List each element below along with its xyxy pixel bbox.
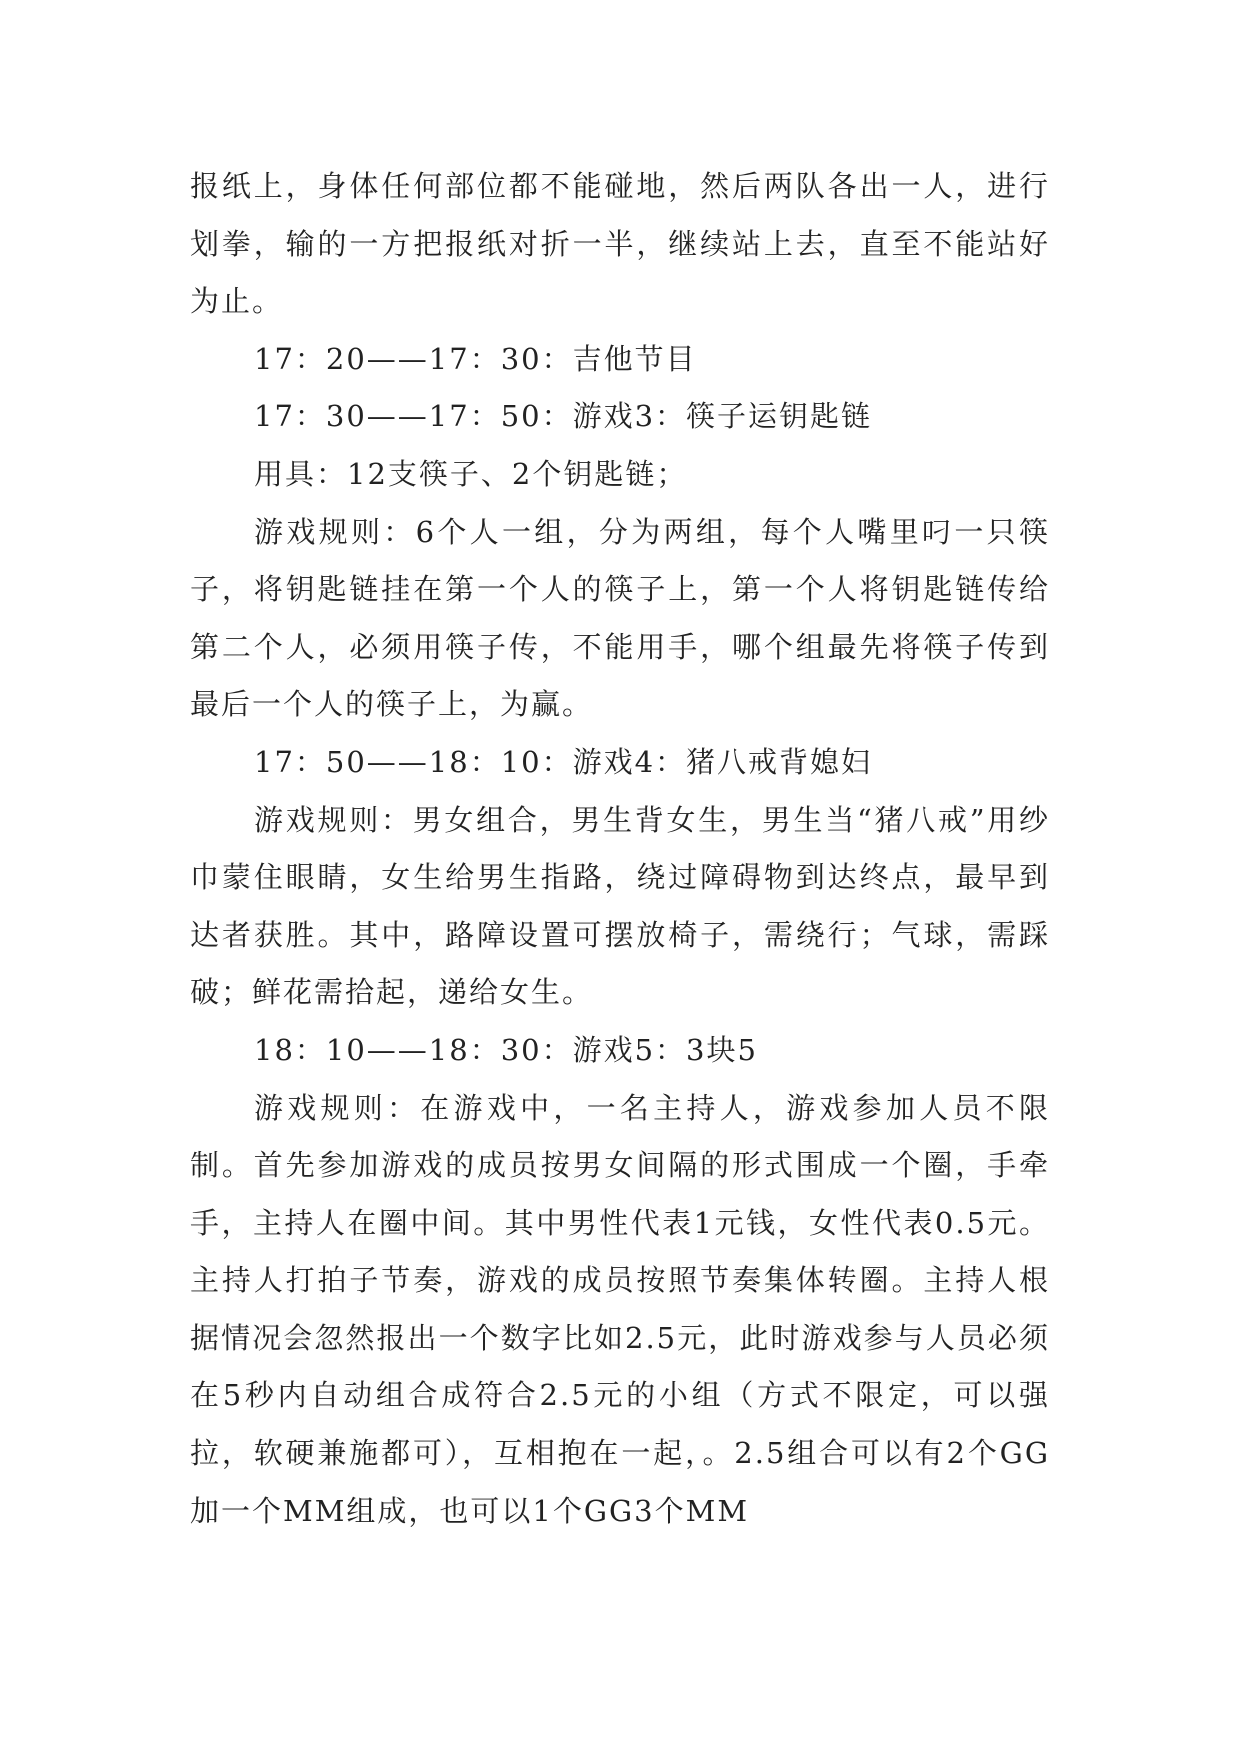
paragraph-6: 17：50——18：10：游戏4：猪八戒背媳妇 (254, 744, 873, 779)
document-body (190, 158, 1050, 1540)
paragraph-4: 用具：12支筷子、2个钥匙链； (254, 456, 688, 491)
paragraph-8: 18：10——18：30：游戏5：3块5 (254, 1032, 758, 1067)
paragraph-1: 报纸上，身体任何部位都不能碰地，然后两队各出一人，进行划拳，输的一方把报纸对折一半，继续站上去，直至不能站好为止。 (190, 169, 1050, 319)
paragraph-3: 17：30——17：50：游戏3：筷子运钥匙链 (254, 399, 873, 434)
paragraph-7: 游戏规则：男女组合，男生背女生，男生当“猪八戒”用纱巾蒙住眼睛，女生给男生指路，绕过障碍物到达终点，最早到达者获胜。其中，路障设置可摆放椅子，需绕行；气球，需踩破；鲜花需拾起，递给女生。 (190, 802, 1050, 1010)
paragraph-9: 游戏规则：在游戏中，一名主持人，游戏参加人员不限制。首先参加游戏的成员按男女间隔的形式围成一个圈，手牵手，主持人在圈中间。其中男性代表1元钱，女性代表0.5元。主持人打拍子节奏，游戏的成员按照节奏集体转圈。主持人根据情况会忽然报出一个数字比如2.5元，此时游戏参与人员必须在5秒内自动组合成符合2.5元的小组（方式不限定，可以强拉，软硬兼施都可），互相抱在一起，。2.5组合可以有2个GG加一个MM组成，也可以1个GG3个MM (190, 1090, 1050, 1528)
paragraph-5: 游戏规则：6个人一组，分为两组，每个人嘴里叼一只筷子，将钥匙链挂在第一个人的筷子上，第一个人将钥匙链传给第二个人，必须用筷子传，不能用手，哪个组最先将筷子传到最后一个人的筷子上，为赢。 (190, 514, 1050, 722)
paragraph-2: 17：20——17：30：吉他节目 (254, 341, 697, 376)
